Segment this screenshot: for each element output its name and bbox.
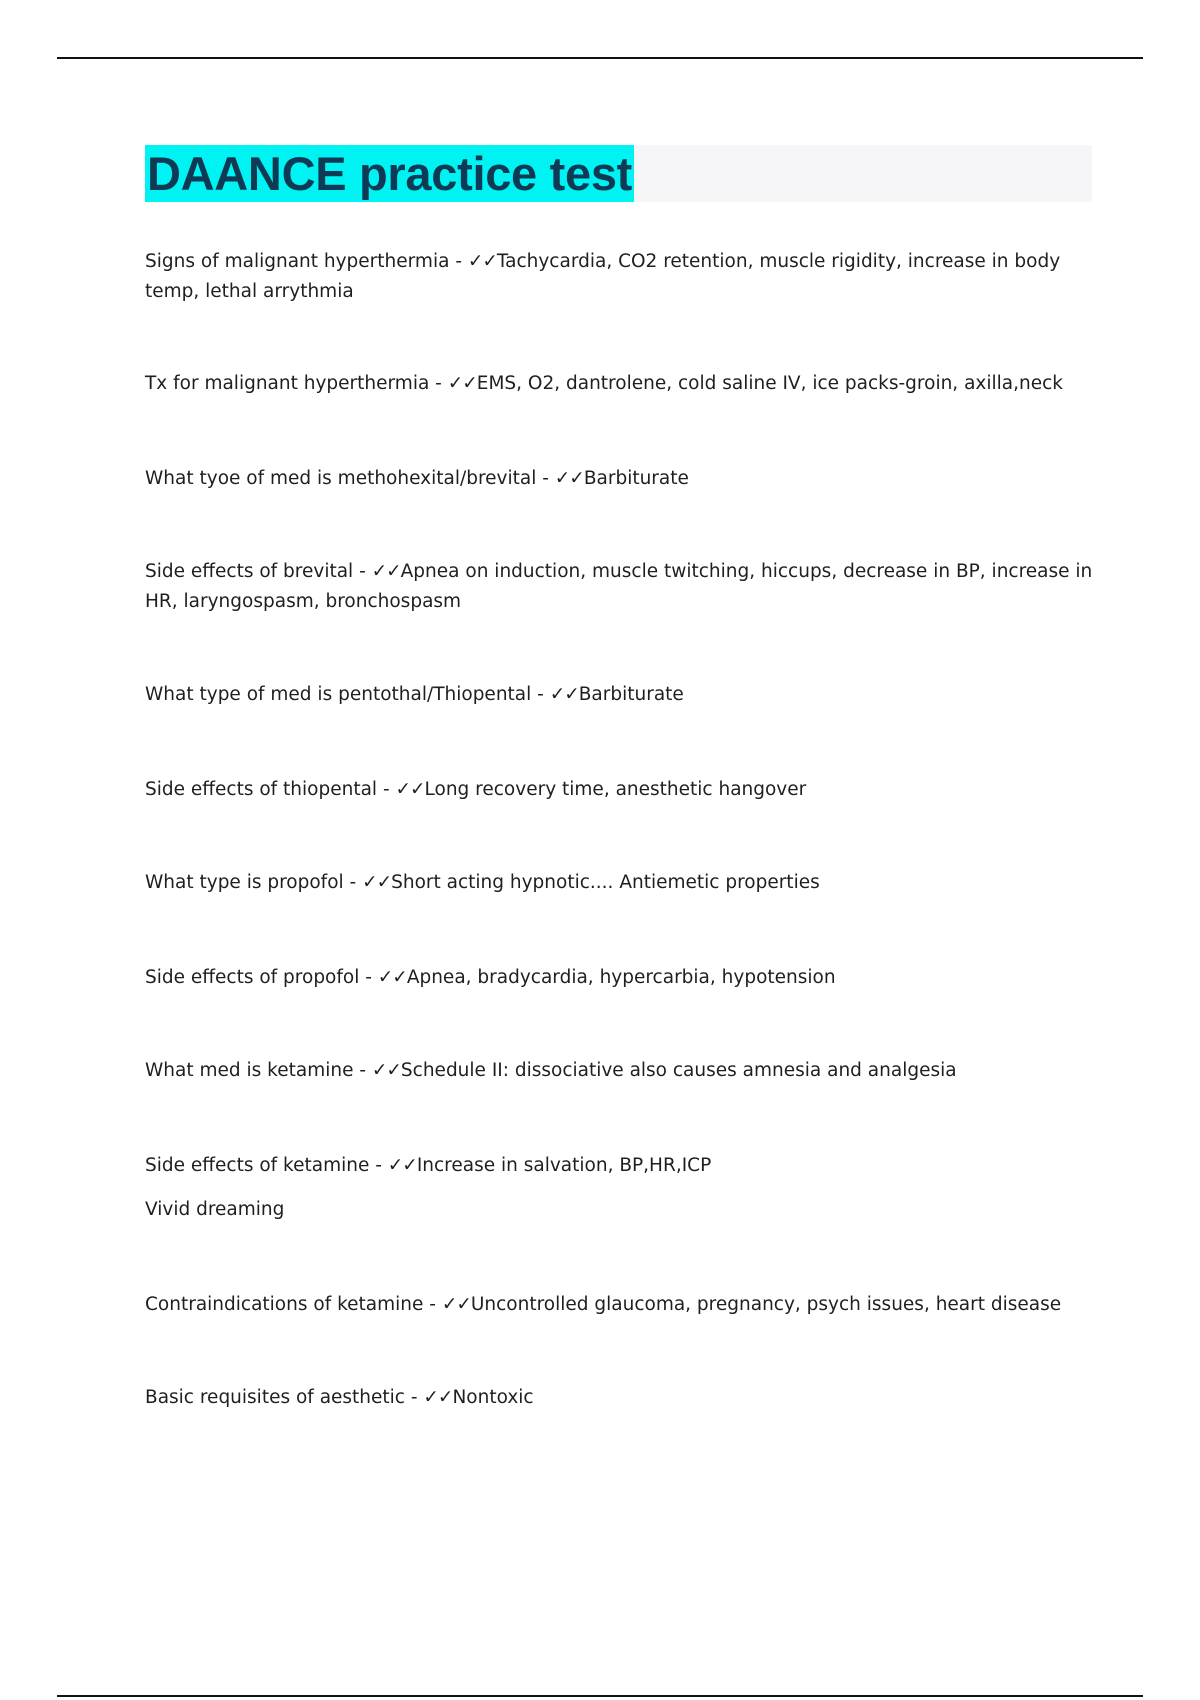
question-text: Side effects of propofol: [145, 967, 360, 988]
answer-text: Barbiturate: [583, 468, 689, 489]
double-check-icon: ✓✓: [441, 1294, 471, 1315]
qa-item: [145, 868, 1095, 898]
question-text: Side effects of ketamine: [145, 1155, 370, 1176]
separator: -: [377, 779, 396, 800]
question-text: What type of med is pentothal/Thiopental: [145, 684, 532, 705]
double-check-icon: ✓✓: [362, 872, 392, 893]
top-rule: [57, 57, 1143, 59]
double-check-icon: ✓✓: [423, 1387, 453, 1408]
answer-text: Nontoxic: [452, 1387, 534, 1408]
question-text: What type is propofol: [145, 872, 344, 893]
bottom-rule: [57, 1695, 1143, 1697]
qa-item: [145, 1290, 1095, 1320]
question-text: Side effects of brevital: [145, 561, 354, 582]
separator: -: [423, 1294, 442, 1315]
question-text: Side effects of thiopental: [145, 779, 378, 800]
qa-item: [145, 247, 1095, 307]
answer-text: Long recovery time, anesthetic hangover: [424, 779, 807, 800]
qa-item: [145, 680, 1095, 710]
answer-text: Barbiturate: [578, 684, 684, 705]
double-check-icon: ✓✓: [549, 684, 579, 705]
qa-item: [145, 464, 1095, 494]
qa-item: [145, 1056, 1095, 1086]
qa-item: [145, 963, 1095, 993]
question-text: What tyoe of med is methohexital/brevital: [145, 468, 537, 489]
double-check-icon: ✓✓: [387, 1155, 417, 1176]
separator: -: [536, 468, 555, 489]
separator: -: [353, 561, 372, 582]
question-text: Signs of malignant hyperthermia: [145, 251, 450, 272]
answer-text: Tachycardia, CO2 retention, muscle rigidity, increase in body temp, lethal arrythmia: [145, 251, 1061, 302]
question-text: Basic requisites of aesthetic: [145, 1387, 405, 1408]
answer-text: Short acting hypnotic.... Antiemetic properties: [391, 872, 820, 893]
answer-text: Apnea, bradycardia, hypercarbia, hypotension: [406, 967, 836, 988]
double-check-icon: ✓✓: [467, 251, 497, 272]
answer-text: Uncontrolled glaucoma, pregnancy, psych issues, heart disease: [470, 1294, 1062, 1315]
document-title: DAANCE practice test: [147, 147, 633, 200]
qa-item: [145, 1383, 1095, 1413]
separator: -: [343, 872, 363, 893]
separator: -: [429, 373, 448, 394]
separator: -: [353, 1060, 372, 1081]
qa-item: [145, 1151, 1095, 1225]
question-text: What med is ketamine: [145, 1060, 354, 1081]
double-check-icon: ✓✓: [377, 967, 407, 988]
separator: -: [404, 1387, 424, 1408]
question-text: Tx for malignant hyperthermia: [145, 373, 430, 394]
answer-text: Schedule II: dissociative also causes amnesia and analgesia: [400, 1060, 957, 1081]
answer-text: Increase in salvation, BP,HR,ICP: [416, 1155, 712, 1176]
double-check-icon: ✓✓: [395, 779, 425, 800]
answer-text: Apnea on induction, muscle twitching, hiccups, decrease in BP, increase in HR, laryngospasm, bronchospasm: [145, 561, 1093, 612]
separator: -: [531, 684, 550, 705]
separator: -: [359, 967, 378, 988]
double-check-icon: ✓✓: [371, 561, 401, 582]
double-check-icon: ✓✓: [554, 468, 584, 489]
double-check-icon: ✓✓: [371, 1060, 401, 1081]
separator: -: [369, 1155, 388, 1176]
double-check-icon: ✓✓: [447, 373, 477, 394]
qa-item: [145, 775, 1095, 805]
separator: -: [449, 251, 468, 272]
qa-item: [145, 369, 1095, 399]
question-text: Contraindications of ketamine: [145, 1294, 424, 1315]
answer-text: EMS, O2, dantrolene, cold saline IV, ice packs-groin, axilla,neck: [476, 373, 1063, 394]
answer-extra-line: Vivid dreaming: [145, 1199, 285, 1220]
qa-item: [145, 557, 1095, 617]
